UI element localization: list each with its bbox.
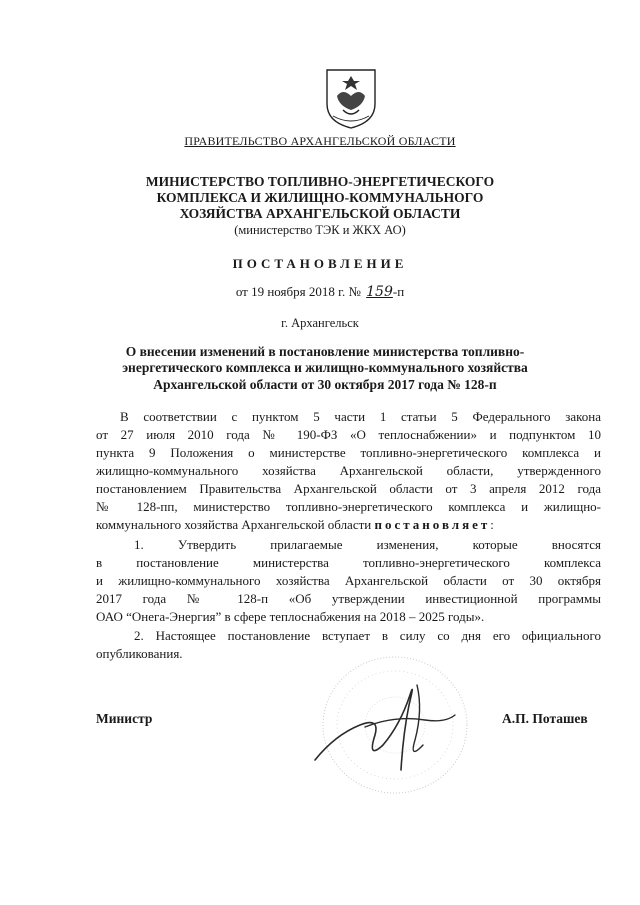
subject-line-2: энергетического комплекса и жилищно-коммунального хозяйства: [122, 360, 528, 375]
ministry-short-name: (министерство ТЭК и ЖКХ АО): [234, 223, 406, 237]
government-title: ПРАВИТЕЛЬСТВО АРХАНГЕЛЬСКОЙ ОБЛАСТИ: [184, 134, 456, 148]
signatory-title: Министр: [96, 711, 153, 726]
signatory-name: А.П. Поташев: [502, 711, 588, 726]
item1-line-3: и жилищно-коммунального хозяйства Архангельской области от 30 октября: [96, 573, 601, 588]
coat-of-arms-emblem: [323, 66, 379, 130]
intro-line-1: В соответствии с пунктом 5 части 1 статьи 5 Федерального закона: [120, 409, 601, 424]
decree-colon: :: [490, 517, 494, 532]
intro-line-4: жилищно-коммунального хозяйства Архангельской области, утвержденного: [96, 463, 601, 478]
decree-word: постановляет: [374, 517, 491, 532]
intro-line-5: постановлением Правительства Архангельской области от 3 апреля 2012 года: [96, 481, 601, 496]
intro-line-6: № 128-пп, министерство топливно-энергетического комплекса и жилищно-: [96, 499, 601, 514]
handwritten-number: 159: [366, 284, 393, 300]
subject-line-3: Архангельской области от 30 октября 2017 года № 128-п: [153, 377, 497, 392]
subject-line-1: О внесении изменений в постановление министерства топливно-: [125, 344, 525, 359]
date-and-number: [0, 284, 640, 300]
item2-line-1: 2. Настоящее постановление вступает в силу со дня его официального: [134, 628, 601, 643]
date-text: от 19 ноября 2018 г. №: [235, 284, 361, 299]
item1-line-5: ОАО “Онега-Энергия” в сфере теплоснабжения на 2018 – 2025 годы».: [96, 609, 485, 624]
item1-line-4: 2017 года № 128-п «Об утверждении инвестиционной программы: [96, 591, 601, 606]
intro-line-2: от 27 июля 2010 года № 190-ФЗ «О теплоснабжении» и подпунктом 10: [96, 427, 601, 442]
item1-line-2: в постановление министерства топливно-энергетического комплекса: [96, 555, 601, 570]
ministry-name-line-3: ХОЗЯЙСТВА АРХАНГЕЛЬСКОЙ ОБЛАСТИ: [179, 206, 461, 221]
document-type: ПОСТАНОВЛЕНИЕ: [232, 256, 408, 271]
ministry-name-line-1: МИНИСТЕРСТВО ТОПЛИВНО-ЭНЕРГЕТИЧЕСКОГО: [145, 174, 495, 189]
city: г. Архангельск: [281, 316, 359, 330]
ministry-name-line-2: КОМПЛЕКСА И ЖИЛИЩНО-КОММУНАЛЬНОГО: [156, 190, 484, 205]
handwritten-signature: [305, 665, 475, 785]
intro-line-7: [96, 517, 601, 532]
number-suffix: -п: [392, 284, 405, 299]
intro-line-7-text: коммунального хозяйства Архангельской области: [96, 517, 372, 532]
intro-line-3: пункта 9 Положения о министерстве топливно-энергетического комплекса и: [96, 445, 601, 460]
item1-line-1: 1. Утвердить прилагаемые изменения, которые вносятся: [134, 537, 601, 552]
item2-line-2: опубликования.: [96, 646, 183, 661]
